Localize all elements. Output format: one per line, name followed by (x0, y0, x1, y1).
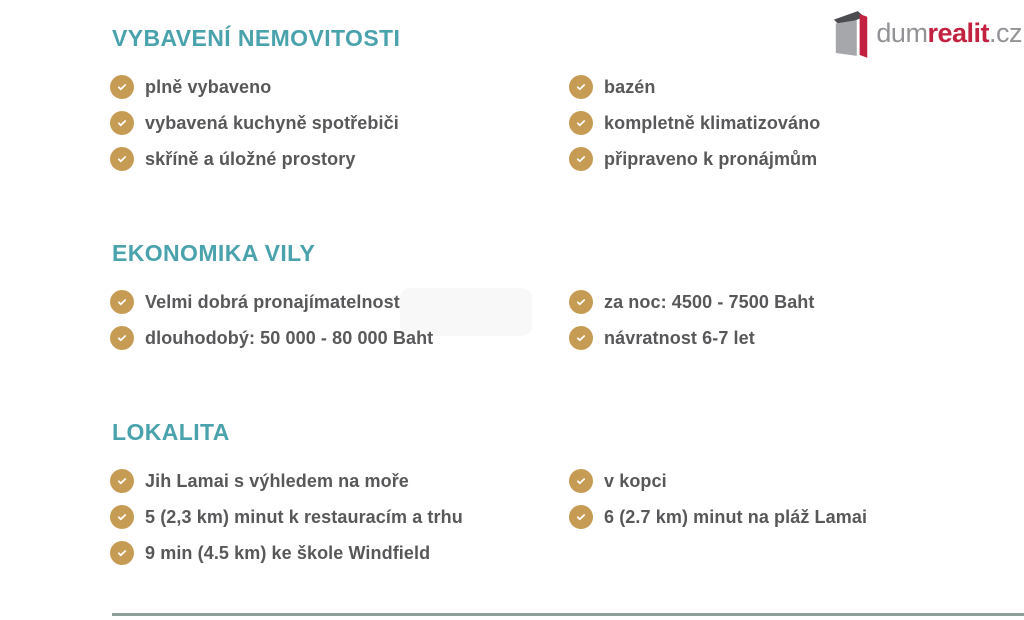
column-left (110, 69, 569, 177)
item-label: skříně a úložné prostory (145, 148, 356, 169)
section-lokalita (112, 420, 1024, 571)
item-label: dlouhodobý: 50 000 - 80 000 Baht (145, 327, 434, 348)
check-icon (569, 469, 593, 493)
check-icon (110, 147, 134, 171)
list-item (110, 320, 569, 356)
check-icon (110, 541, 134, 565)
section-title: EKONOMIKA VILY (112, 240, 316, 266)
list-item (110, 535, 569, 571)
item-label: 5 (2,3 km) minut k restauracím a trhu (145, 506, 463, 527)
section-title: LOKALITA (112, 419, 230, 445)
column-left (110, 463, 569, 571)
check-icon (110, 326, 134, 350)
check-icon (110, 469, 134, 493)
item-label: vybavená kuchyně spotřebiči (145, 112, 399, 133)
list-item (569, 141, 1024, 177)
column-right (569, 69, 1024, 177)
list-item (569, 463, 1024, 499)
column-right (569, 463, 1024, 571)
list-item (110, 69, 569, 105)
section-ekonomika-vily (112, 241, 1024, 356)
check-icon (569, 111, 593, 135)
check-icon (569, 505, 593, 529)
item-label: Jih Lamai s výhledem na moře (145, 470, 409, 491)
column-right (569, 284, 1024, 356)
logo-text-cz: .cz (988, 18, 1022, 48)
item-label: 9 min (4.5 km) ke škole Windfield (145, 542, 431, 563)
item-label: 6 (2.7 km) minut na pláž Lamai (604, 506, 868, 527)
list-item (569, 69, 1024, 105)
item-label: plně vybaveno (145, 76, 272, 97)
column-left (110, 284, 569, 356)
list-item (569, 320, 1024, 356)
list-item (110, 463, 569, 499)
section-vybaveni-nemovitosti (112, 26, 1024, 177)
list-item (110, 141, 569, 177)
check-icon (569, 75, 593, 99)
logo-text-realit: realit (927, 18, 989, 48)
check-icon (110, 111, 134, 135)
list-item (569, 105, 1024, 141)
check-icon (569, 147, 593, 171)
section-title: VYBAVENÍ NEMOVITOSTI (112, 25, 401, 51)
bottom-divider (112, 613, 1024, 616)
list-item (110, 105, 569, 141)
check-icon (569, 290, 593, 314)
list-item (569, 499, 1024, 535)
list-item (110, 499, 569, 535)
check-icon (110, 75, 134, 99)
item-label: připraveno k pronájmům (604, 148, 818, 169)
logo-text-dum: dum (876, 18, 928, 48)
item-label: bazén (604, 76, 656, 97)
check-icon (110, 505, 134, 529)
item-label: návratnost 6-7 let (604, 327, 755, 348)
item-label: kompletně klimatizováno (604, 112, 821, 133)
list-item (569, 284, 1024, 320)
item-label: za noc: 4500 - 7500 Baht (604, 291, 815, 312)
item-label: v kopci (604, 470, 667, 491)
check-icon (569, 326, 593, 350)
check-icon (110, 290, 134, 314)
item-label: Velmi dobrá pronajímatelnost (145, 291, 400, 312)
list-item (110, 284, 569, 320)
